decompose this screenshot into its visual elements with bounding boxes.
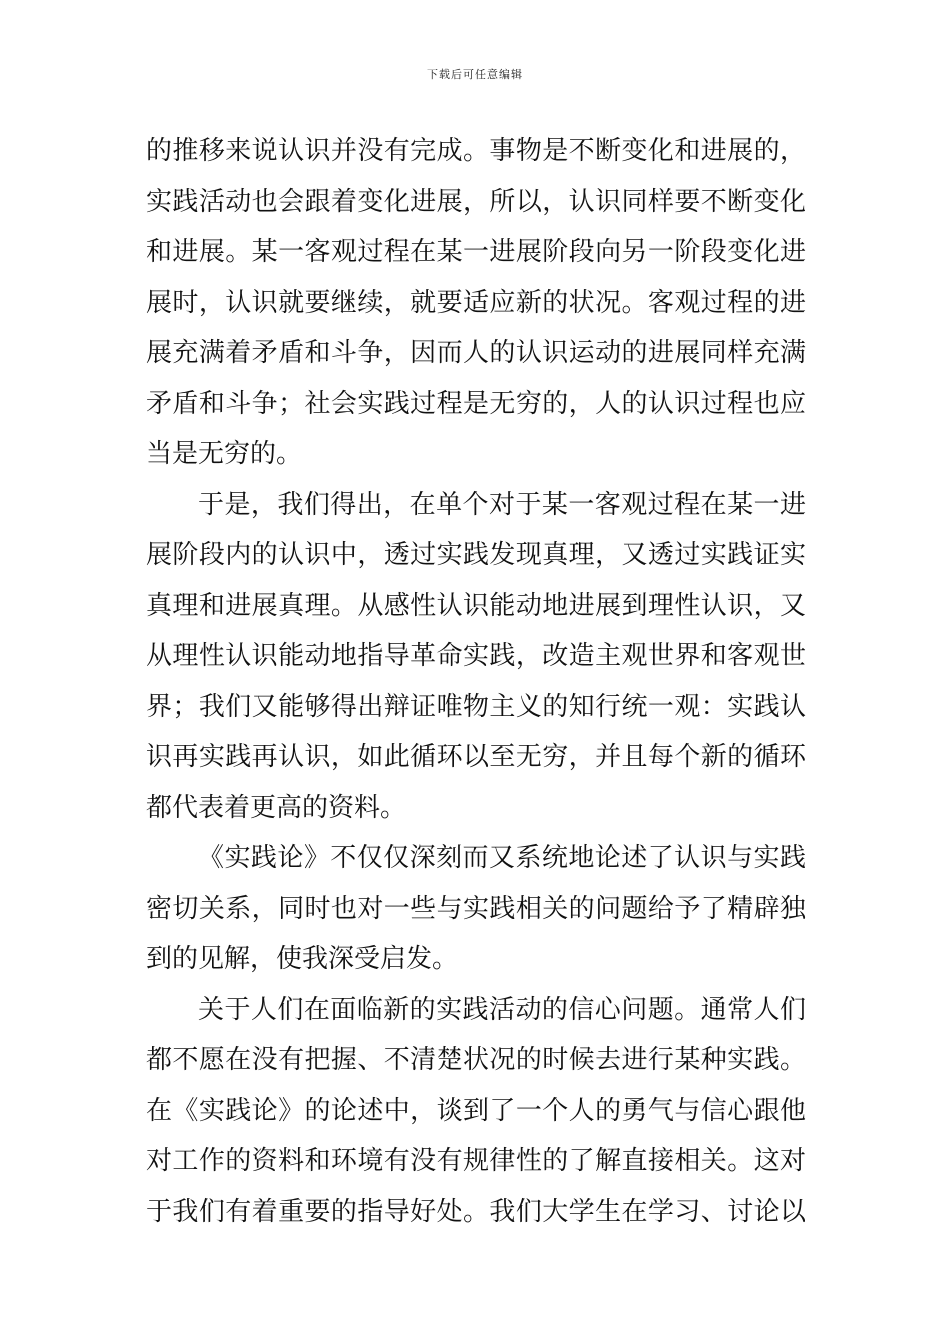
text-line: 展阶段内的认识中，透过实践发现真理，又透过实践证实: [146, 540, 806, 570]
text-line: 真理和进展真理。从感性认识能动地进展到理性认识，又: [146, 590, 806, 621]
text-line: 在《实践论》的论述中，谈到了一个人的勇气与信心跟他: [146, 1095, 806, 1126]
paragraph-3: [146, 833, 806, 985]
text-line: 实践活动也会跟着变化进展，所以，认识同样要不断变化: [146, 186, 806, 217]
text-line: 展时，认识就要继续，就要适应新的状况。客观过程的进: [146, 287, 806, 318]
text-line: 密切关系，同时也对一些与实践相关的问题给予了精辟独: [146, 893, 806, 924]
text-line: 关于人们在面临新的实践活动的信心问题。通常人们: [198, 994, 806, 1025]
page-header-note: 下载后可任意编辑: [427, 68, 523, 81]
text-line: 展充满着矛盾和斗争，因而人的认识运动的进展同样充满: [146, 338, 806, 368]
text-line: 和进展。某一客观过程在某一进展阶段向另一阶段变化进: [146, 237, 806, 267]
text-line: 对工作的资料和环境有没有规律性的了解直接相关。这对: [146, 1146, 806, 1176]
text-line: 当是无穷的。: [146, 439, 303, 469]
document-body: [146, 126, 806, 1237]
paragraph-2: [146, 480, 806, 834]
text-line: 于是，我们得出，在单个对于某一客观过程在某一进: [198, 489, 806, 520]
text-line: 界；我们又能够得出辩证唯物主义的知行统一观：实践认: [146, 691, 806, 722]
text-line: 到的见解，使我深受启发。: [146, 944, 459, 974]
text-line: 识再实践再认识，如此循环以至无穷，并且每个新的循环: [146, 742, 806, 772]
text-line: 都不愿在没有把握、不清楚状况的时候去进行某种实践。: [146, 1045, 806, 1075]
text-line: 的推移来说认识并没有完成。事物是不断变化和进展的，: [146, 136, 806, 166]
text-line: 于我们有着重要的指导好处。我们大学生在学习、讨论以: [146, 1196, 806, 1227]
paragraph-4: [146, 985, 806, 1238]
paragraph-1: [146, 126, 806, 480]
text-line: 从理性认识能动地指导革命实践，改造主观世界和客观世: [146, 641, 806, 671]
text-line: 《实践论》不仅仅深刻而又系统地论述了认识与实践: [198, 843, 806, 873]
text-line: 矛盾和斗争；社会实践过程是无穷的，人的认识过程也应: [146, 388, 806, 419]
text-line: 都代表着更高的资料。: [146, 792, 407, 823]
